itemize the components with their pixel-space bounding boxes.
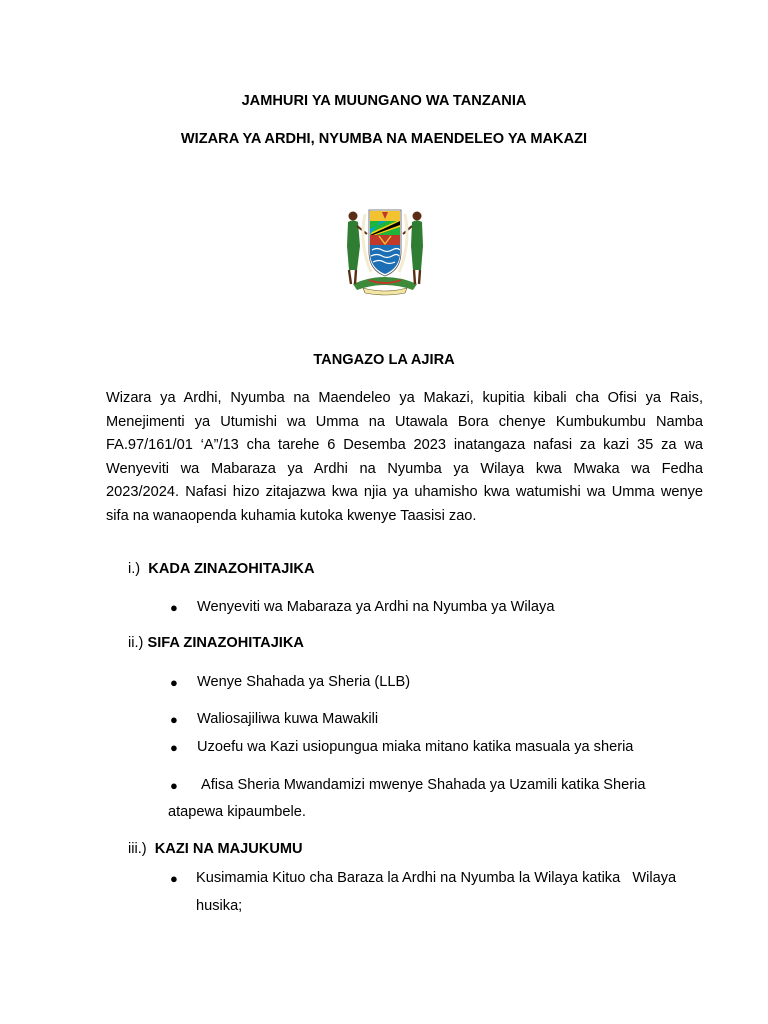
bullet-icon: ● — [170, 740, 178, 755]
intro-line: sifa na wanaopenda kuhamia kutoka kwenye Taasisi zao. — [106, 507, 477, 524]
bullet-icon: ● — [170, 600, 178, 615]
section-number: i.) — [128, 561, 141, 577]
list-item-continuation: husika; — [196, 898, 243, 914]
section-title: SIFA ZINAZOHITAJIKA — [147, 635, 304, 651]
section-heading — [128, 561, 314, 577]
list-item: Uzoefu wa Kazi usiopungua miaka mitano katika masuala ya sheria — [197, 739, 634, 755]
intro-line: FA.97/161/01 ‘A”/13 cha tarehe 6 Desemba 2023 inatangaza nafasi za kazi 35 za wa — [106, 437, 703, 453]
bullet-icon: ● — [170, 778, 178, 793]
list-item: Wenyeviti wa Mabaraza ya Ardhi na Nyumba ya Wilaya — [197, 599, 555, 615]
section-title: KADA ZINAZOHITAJIKA — [148, 561, 315, 577]
list-item: Kusimamia Kituo cha Baraza la Ardhi na Nyumba la Wilaya katika Wilaya — [196, 870, 677, 886]
list-item-continuation: atapewa kipaumbele. — [168, 804, 306, 820]
bullet-icon: ● — [170, 675, 178, 690]
intro-paragraph — [106, 387, 703, 528]
list-item: Waliosajiliwa kuwa Mawakili — [197, 711, 379, 727]
section-number: iii.) — [128, 841, 147, 857]
bullet-icon: ● — [170, 871, 178, 886]
intro-line: Wenyeviti wa Mabaraza ya Ardhi na Nyumba ya Wilaya kwa Mwaka wa Fedha — [106, 460, 703, 477]
section-title: KAZI NA MAJUKUMU — [154, 841, 303, 857]
header-country: JAMHURI YA MUUNGANO WA TANZANIA — [241, 93, 527, 109]
bullet-icon: ● — [170, 712, 178, 727]
header-ministry: WIZARA YA ARDHI, NYUMBA NA MAENDELEO YA MAKAZI — [180, 131, 588, 147]
intro-line: Menejimenti ya Utumishi wa Umma na Utawala Bora chenye Kumbukumbu Namba — [106, 413, 703, 430]
tanzania-coat-of-arms-icon — [339, 200, 431, 296]
section-heading — [128, 841, 303, 857]
list-item: Afisa Sheria Mwandamizi mwenye Shahada ya Uzamili katika Sheria — [201, 777, 646, 793]
section-number: ii.) — [128, 635, 144, 651]
section-heading — [128, 635, 304, 651]
intro-line: 2023/2024. Nafasi hizo zitajazwa kwa njia ya uhamisho kwa watumishi wa Umma wenye — [106, 484, 703, 500]
intro-line: Wizara ya Ardhi, Nyumba na Maendeleo ya Makazi, kupitia kibali cha Ofisi ya Rais, — [106, 390, 703, 406]
advert-title: TANGAZO LA AJIRA — [313, 352, 455, 368]
list-item: Wenye Shahada ya Sheria (LLB) — [197, 674, 411, 690]
